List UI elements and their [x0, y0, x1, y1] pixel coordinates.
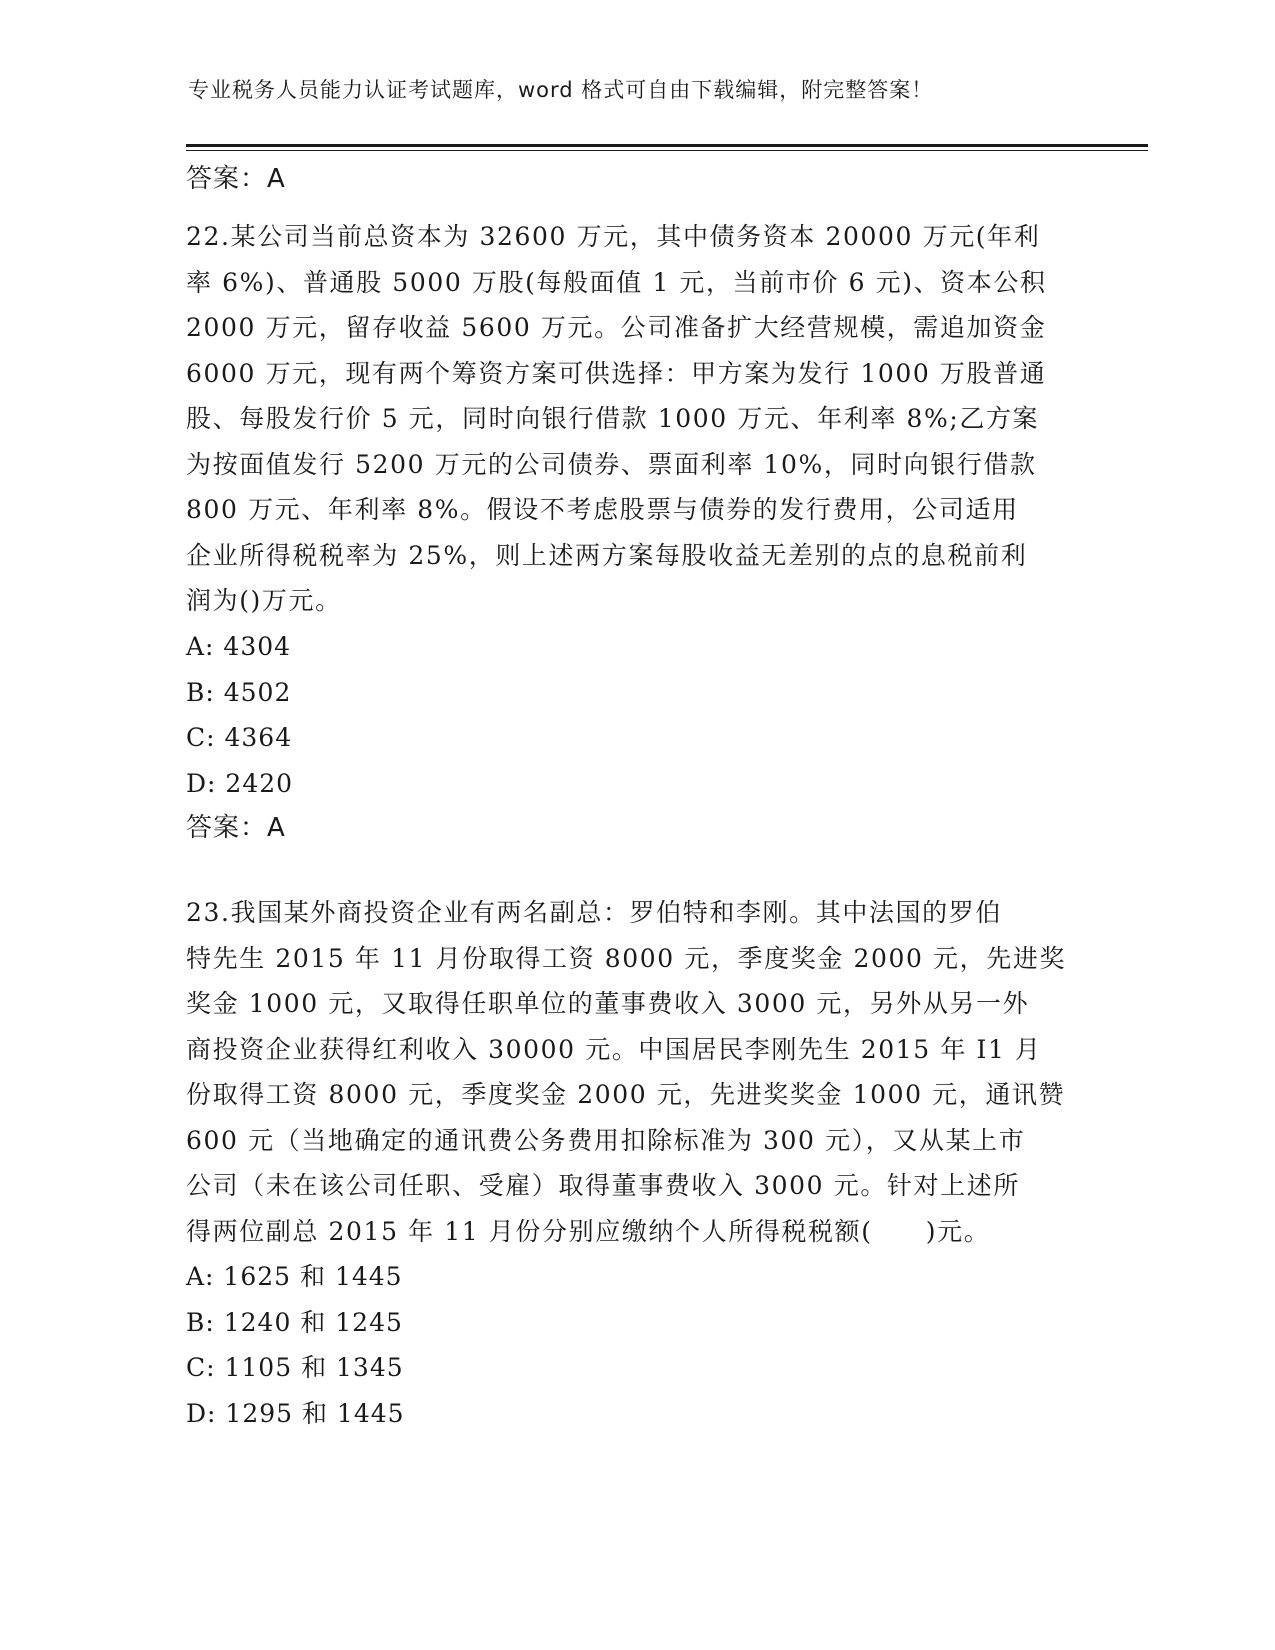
- question-22-answer: 答案：A: [186, 813, 286, 843]
- question-22: [186, 214, 1047, 624]
- option-a: A: 1625 和 1445: [186, 1262, 403, 1291]
- question-line: 2000 万元，留存收益 5600 万元。公司准备扩大经营规模，需追加资金: [186, 313, 1047, 342]
- question-line: 公司（未在该公司任职、受雇）取得董事费收入 3000 元。针对上述所: [186, 1171, 1020, 1200]
- header-rule-thick: [186, 144, 1148, 147]
- option-b: B: 4502: [186, 677, 292, 707]
- question-line: 商投资企业获得红利收入 30000 元。中国居民李刚先生 2015 年 I1 月: [186, 1034, 1042, 1064]
- question-line: 率 6%)、普通股 5000 万股(每般面值 1 元，当前市价 6 元)、资本公积: [186, 267, 1047, 297]
- question-line: 600 元（当地确定的通讯费公务费用扣除标准为 300 元），又从某上市: [186, 1125, 1026, 1155]
- option-d: D: 1295 和 1445: [186, 1398, 405, 1428]
- question-22-options: [186, 624, 293, 806]
- question-line: 特先生 2015 年 11 月份取得工资 8000 元，季度奖金 2000 元，先进奖: [186, 943, 1067, 973]
- previous-answer: 答案：A: [186, 164, 286, 194]
- header-rule-thin: [186, 150, 1148, 151]
- page-header: 专业税务人员能力认证考试题库，word 格式可自由下载编辑，附完整答案！: [188, 78, 934, 102]
- question-line: 得两位副总 2015 年 11 月份分别应缴纳个人所得税税额( )元。: [186, 1216, 991, 1246]
- question-line: 800 万元、年利率 8%。假设不考虑股票与债券的发行费用，公司适用: [186, 495, 1019, 524]
- option-b: B: 1240 和 1245: [186, 1307, 403, 1337]
- option-c: C: 1105 和 1345: [186, 1353, 404, 1382]
- option-c: C: 4364: [186, 723, 293, 752]
- question-line: 23.我国某外商投资企业有两名副总：罗伯特和李刚。其中法国的罗伯: [186, 898, 1002, 927]
- question-line: 企业所得税税率为 25%，则上述两方案每股收益无差别的点的息税前利: [186, 540, 1028, 570]
- option-d: D: 2420: [186, 768, 294, 798]
- question-line: 6000 万元，现有两个筹资方案可供选择：甲方案为发行 1000 万股普通: [186, 358, 1047, 388]
- question-23: [186, 890, 1066, 1254]
- option-a: A: 4304: [186, 632, 292, 661]
- question-line: 润为()万元。: [186, 586, 342, 615]
- question-23-options: [186, 1254, 405, 1436]
- question-line: 为按面值发行 5200 万元的公司债券、票面利率 10%，同时向银行借款: [186, 449, 1037, 479]
- question-line: 22.某公司当前总资本为 32600 万元，其中债务资本 20000 万元(年利: [186, 222, 1041, 251]
- question-line: 奖金 1000 元，又取得任职单位的董事费收入 3000 元，另外从另一外: [186, 989, 1030, 1018]
- question-line: 股、每股发行价 5 元，同时向银行借款 1000 万元、年利率 8%;乙方案: [186, 404, 1040, 433]
- question-line: 份取得工资 8000 元，季度奖金 2000 元，先进奖奖金 1000 元，通讯赞: [186, 1080, 1066, 1109]
